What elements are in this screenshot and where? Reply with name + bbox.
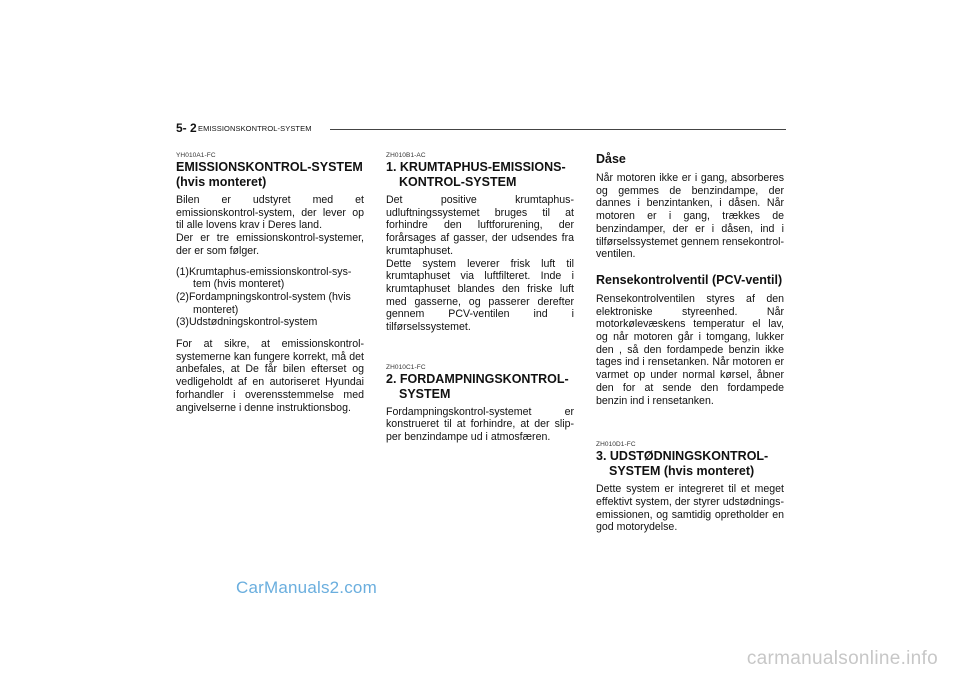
- section-code: ZH010D1-FC: [596, 441, 636, 449]
- paragraph: Når motoren ikke er i gang, absorberes og gemmes de benzindampe, der dannes i benzintanken, i dåsen. Når motoren er i gang, trækkes de benzindamper, der er i dåsen, ind i tilførselssystemet gennem rensekontrol-ventilen.: [596, 172, 784, 261]
- column-1: [176, 152, 364, 414]
- section-heading: 2. FORDAMPNINGSKONTROL-SYSTEM: [386, 371, 569, 401]
- section-code: ZH010B1-AC: [386, 152, 426, 159]
- paragraph: Det positive krumtaphus-udluftningssystemet bruges til at forhindre den luftforurening, der forårsages af gasser, der udsendes fra krumtaphuset.: [386, 194, 574, 257]
- section-title: EMISSIONSKONTROL-SYSTEM: [198, 124, 312, 133]
- section-heading: EMISSIONSKONTROL-SYSTEM (hvis monteret): [176, 160, 363, 189]
- section-heading: 3. UDSTØDNINGSKONTROL-SYSTEM (hvis monteret): [596, 449, 769, 479]
- list-item: (1)Krumtaphus-emissionskontrol-sys-tem (hvis monteret): [176, 265, 352, 291]
- header-rule: [330, 129, 786, 130]
- paragraph: Rensekontrolventilen styres af den elektroniske styreenhed. Når motorkølevæskens temperatur el lav, og når motoren går i tomgang, lukker den , så den fordampede benzin ikke tages ind i rensetanken. Når motoren er varmet op under normal kørsel, åbner den for at sende den fordampede benzin ind i rensetanken.: [596, 292, 784, 407]
- paragraph: Der er tre emissionskontrol-systemer, der er som følger.: [176, 232, 364, 257]
- paragraph: Bilen er udstyret med et emissionskontrol-system, der lever op til alle lovens krav i Deres land.: [176, 194, 364, 232]
- list-item: (2)Fordampningskontrol-system (hvis monteret): [176, 290, 351, 316]
- watermark-link[interactable]: CarManuals2.com: [236, 578, 377, 597]
- column-3: [596, 152, 784, 534]
- subheading: Dåse: [596, 152, 626, 166]
- page-header: [176, 123, 786, 137]
- list-item: (3)Udstødningskontrol-system: [176, 316, 318, 329]
- footer-watermark: carmanualsonline.info: [746, 648, 938, 669]
- column-2: [386, 152, 574, 444]
- section-code: ZH010C1-FC: [386, 363, 426, 371]
- paragraph: For at sikre, at emissionskontrol-systemerne kan fungere korrekt, må det anbefales, at De får bilen efterset og vedligeholdt af en autoriseret Hyundai forhandler i overensstemmelse med angivelserne i denne instruktionsbog.: [176, 338, 364, 414]
- subheading: Rensekontrolventil (PCV-ventil): [596, 272, 783, 287]
- paragraph: Fordampningskontrol-systemet er konstrueret til at forhindre, at der slip-per benzindampe ud i atmosfæren.: [386, 405, 574, 444]
- section-code: YH010A1-FC: [176, 152, 216, 159]
- paragraph: Dette system leverer frisk luft til krumtaphuset via luftfilteret. Inde i krumtaphuset blandes den friske luft med gasserne, og passerer derefter gennem PCV-ventilen ind i tilførselssystemet.: [386, 257, 574, 334]
- system-list: [176, 266, 364, 330]
- paragraph: Dette system er integreret til et meget effektivt system, der styrer udstødnings-emissionen, og samtidig opretholder en god motorydelse.: [596, 483, 784, 534]
- section-heading: 1. KRUMTAPHUS-EMISSIONS-KONTROL-SYSTEM: [386, 160, 566, 189]
- page-number: 5- 2: [176, 121, 197, 135]
